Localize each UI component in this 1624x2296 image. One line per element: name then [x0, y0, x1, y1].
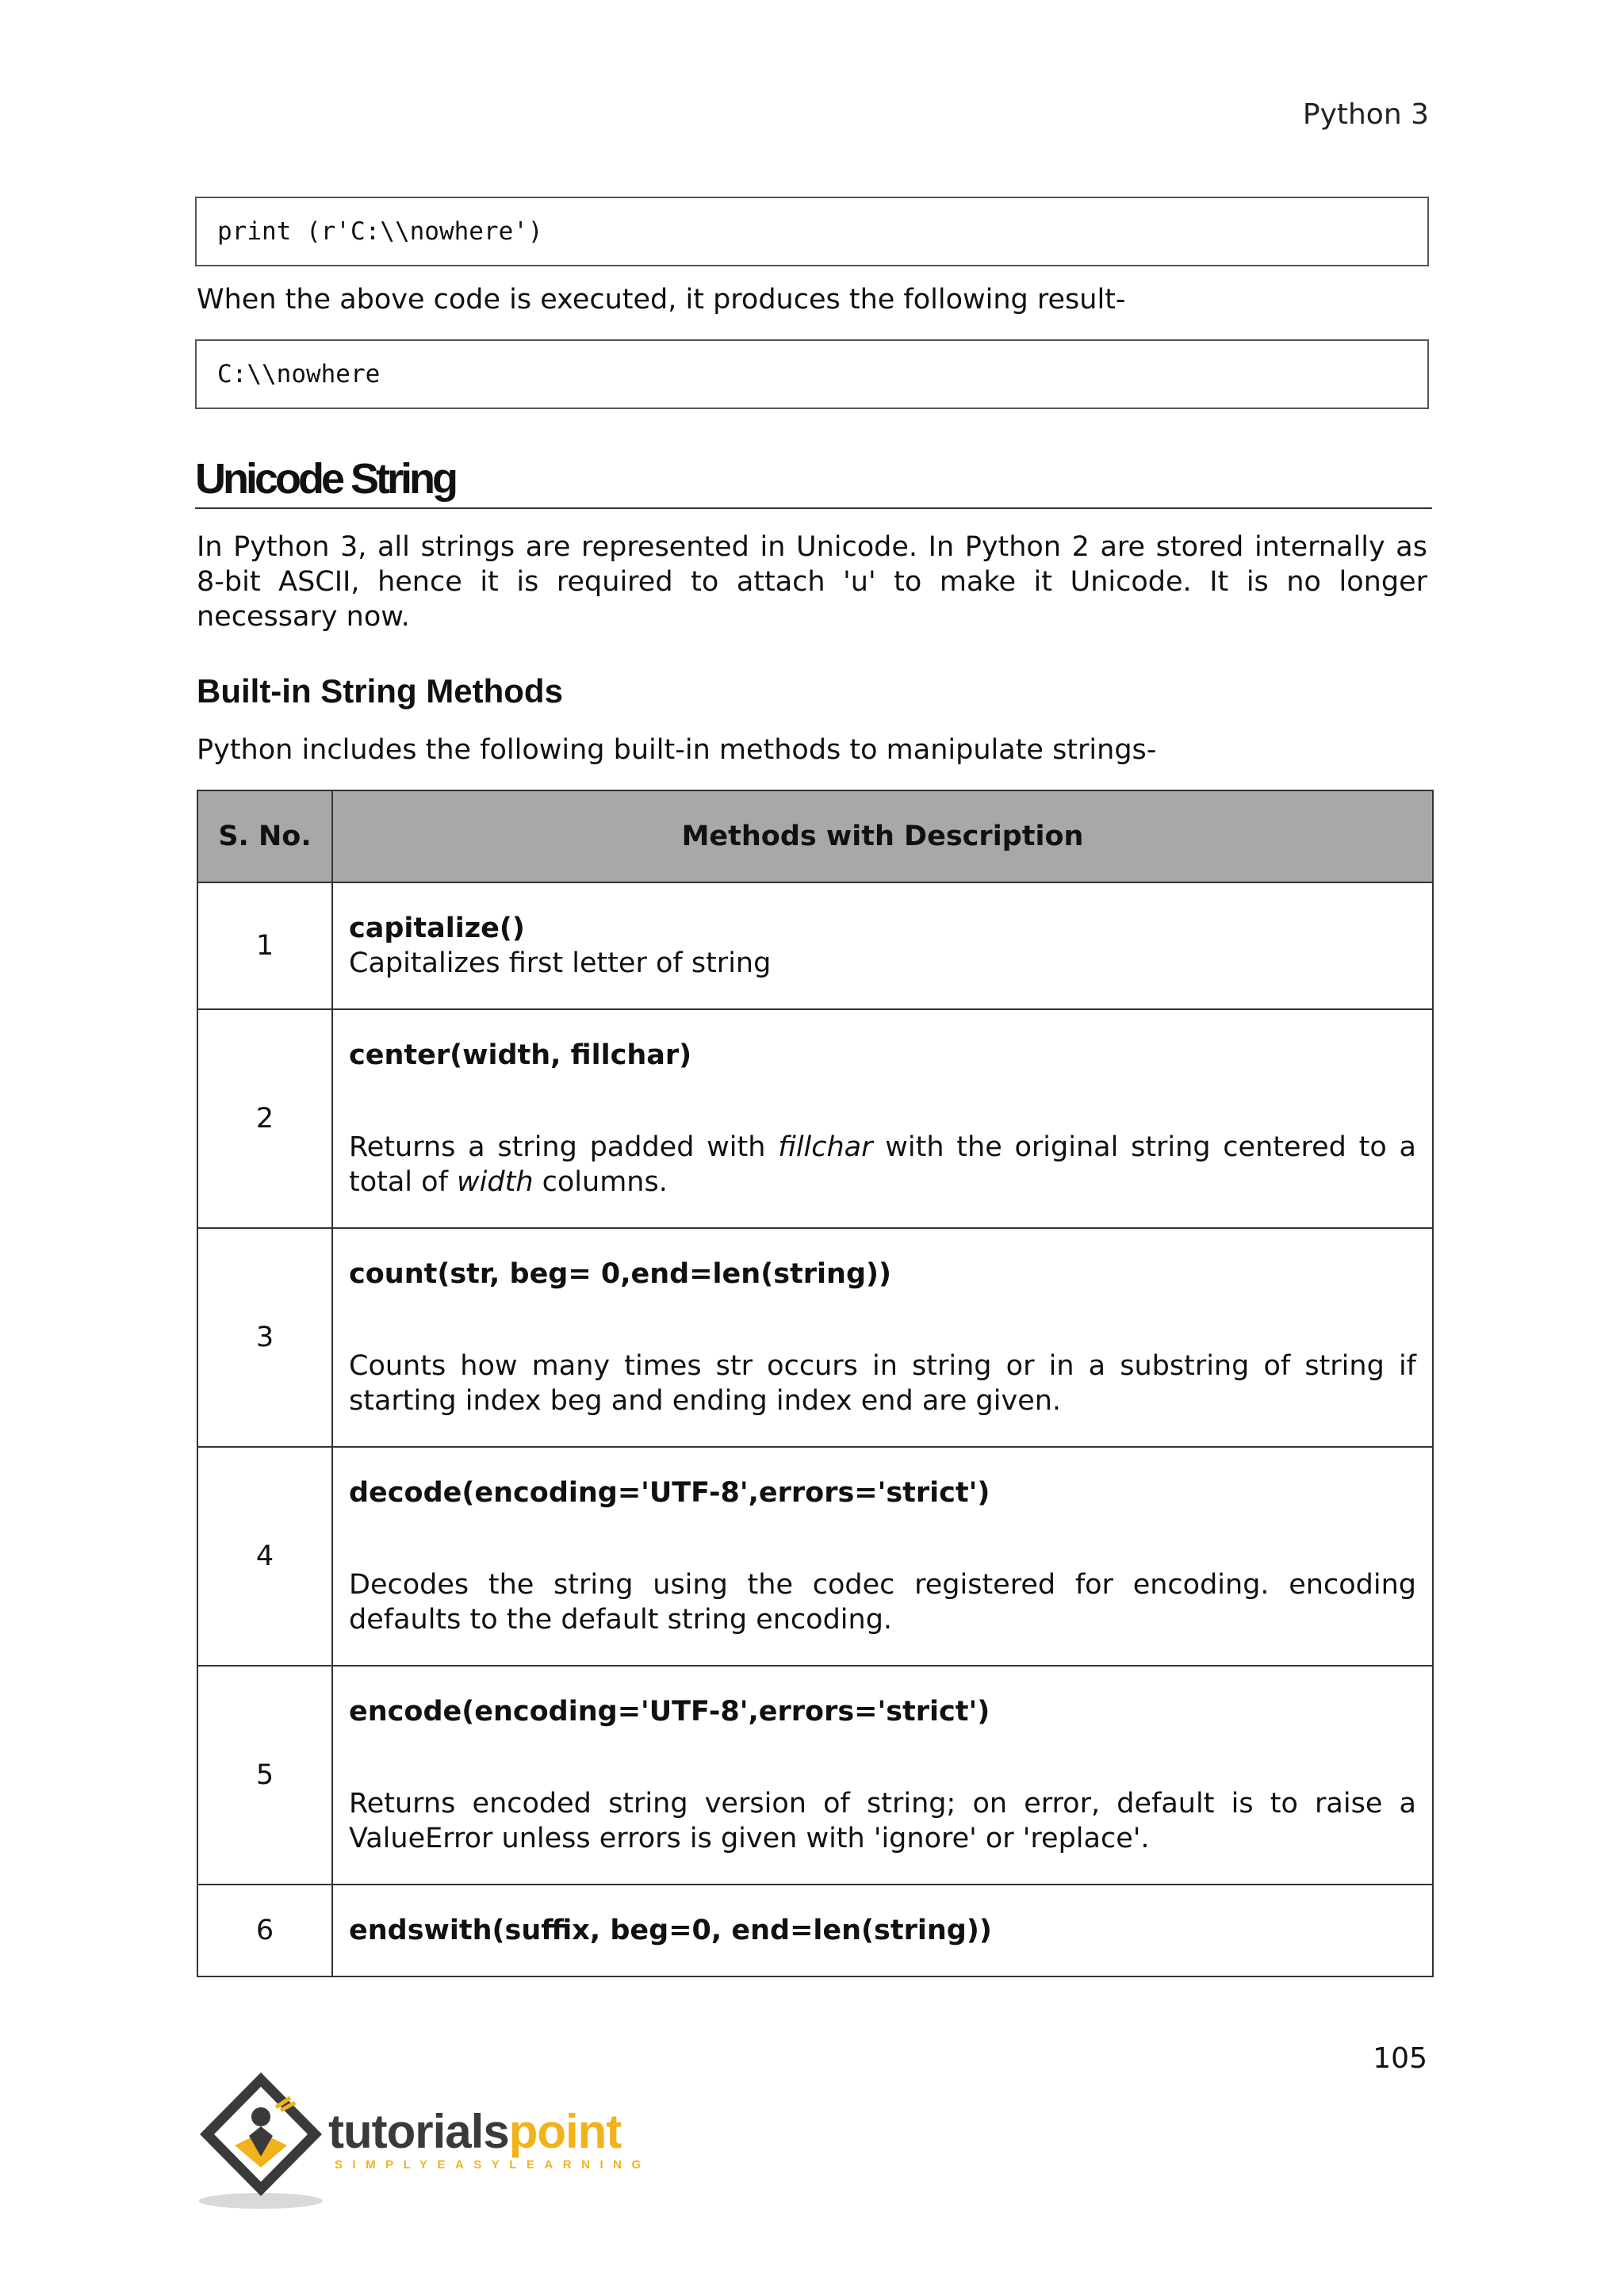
table-row: [197, 1666, 1433, 1885]
tutorialspoint-logo: [193, 2069, 669, 2212]
method-name: count(str, beg= 0,end=len(string)): [349, 1258, 891, 1290]
table-row: [197, 1009, 1433, 1228]
method-cell: [332, 1885, 1433, 1976]
result-intro-text: When the above code is executed, it produces the following result-: [197, 284, 1126, 316]
logo-tagline: SIMPLYEASYLEARNING: [335, 2158, 651, 2172]
row-number: 6: [197, 1885, 332, 1976]
section-heading-unicode-string: Unicode String: [195, 453, 1432, 509]
row-number: 2: [197, 1009, 332, 1228]
method-cell: [332, 1447, 1433, 1666]
method-name: endswith(suffix, beg=0, end=len(string)): [349, 1915, 992, 1946]
table-row: [197, 1228, 1433, 1447]
subheading-built-in-methods: Built-in String Methods: [197, 672, 563, 710]
param-fillchar: fillchar: [778, 1131, 873, 1163]
column-header-sno: S. No.: [197, 790, 332, 882]
code-text: print (r'C:\\nowhere'): [217, 217, 543, 246]
method-description: Capitalizes first letter of string: [349, 947, 772, 979]
row-number: 4: [197, 1447, 332, 1666]
method-cell: [332, 1009, 1433, 1228]
row-number: 1: [197, 882, 332, 1009]
method-description: Returns encoded string version of string; on error, default is to raise a ValueError unless errors is given with 'ignore' or 'replace'.: [349, 1788, 1416, 1854]
method-description: Counts how many times str occurs in string or in a substring of string if starting index beg and ending index end are given.: [349, 1350, 1416, 1417]
table-header-row: [197, 790, 1433, 882]
method-description: Returns a string padded with fillchar with the original string centered to a total of width columns.: [349, 1131, 1416, 1198]
method-cell: [332, 882, 1433, 1009]
output-text: C:\\nowhere: [217, 360, 381, 388]
column-header-methods: Methods with Description: [332, 790, 1433, 882]
string-methods-table: [197, 790, 1434, 1977]
table-row: [197, 1447, 1433, 1666]
method-name: encode(encoding='UTF-8',errors='strict'): [349, 1696, 990, 1728]
method-cell: [332, 1666, 1433, 1885]
code-block-output: [195, 339, 1429, 409]
method-name: decode(encoding='UTF-8',errors='strict'): [349, 1477, 990, 1509]
code-block-raw-string: [195, 197, 1429, 266]
logo-wordmark: tutorialspoint: [328, 2105, 622, 2158]
unicode-paragraph: In Python 3, all strings are represented in Unicode. In Python 2 are stored internally as 8-bit ASCII, hence it is required to attach 'u' to make it Unicode. It is no longer necessary now.: [197, 531, 1427, 633]
method-description: Decodes the string using the codec registered for encoding. encoding defaults to the default string encoding.: [349, 1569, 1416, 1636]
table-row: [197, 882, 1433, 1009]
page-header-title: Python 3: [1302, 98, 1429, 131]
param-width: width: [457, 1166, 534, 1198]
row-number: 5: [197, 1666, 332, 1885]
method-name: center(width, fillchar): [349, 1039, 692, 1071]
table-row: [197, 1885, 1433, 1976]
page-number: 105: [1373, 2042, 1427, 2075]
methods-intro-text: Python includes the following built-in methods to manipulate strings-: [197, 734, 1157, 766]
method-name: capitalize(): [349, 913, 525, 944]
row-number: 3: [197, 1228, 332, 1447]
method-cell: [332, 1228, 1433, 1447]
logo-emblem-icon: [193, 2069, 328, 2212]
